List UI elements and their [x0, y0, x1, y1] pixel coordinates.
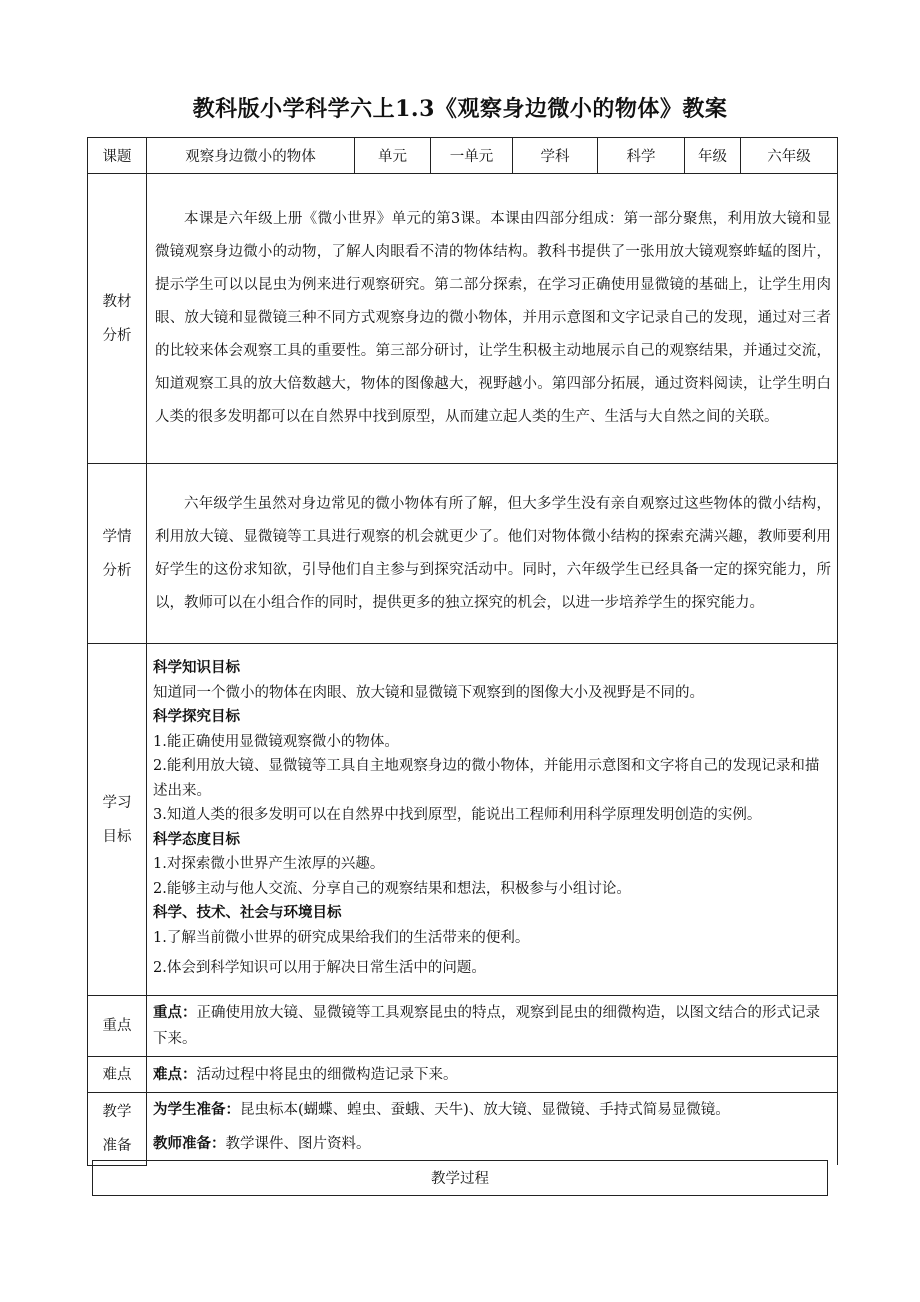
difficulties-label: 难点 [88, 1057, 147, 1093]
grade-label: 年级 [685, 138, 741, 174]
attitude-goal-heading: 科学态度目标 [153, 830, 240, 848]
student-analysis-row [88, 464, 838, 644]
inquiry-goal-heading: 科学探究目标 [153, 708, 240, 726]
material-analysis-text: 本课是六年级上册《微小世界》单元的第3课。本课由四部分组成：第一部分聚焦，利用放大镜和显微镜观察身边微小的动物，了解人肉眼看不清的物体结构。教科书提供了一张用放大镜观察蚱蜢的图片，提示学生可以以昆虫为例来进行观察研究。第二部分探索，在学习正确使用显微镜的基础上，让学生用肉眼、放大镜和显微镜三种不同方式观察身边的微小物体，并用示意图和文字记录自己的发现，通过对三者的比较来体会观察工具的重要性。第三部分研讨，让学生积极主动地展示自己的观察结果，并通过交流，知道观察工具的放大倍数越大，物体的图像越大，视野越小。第四部分拓展，通过资料阅读，让学生明白人类的很多发明都可以在自然界中找到原型，从而建立起人类的生产、生活与大自然之间的关联。 [155, 211, 831, 425]
sts-goal-heading: 科学、技术、社会与环境目标 [153, 904, 342, 922]
student-prep-text: 昆虫标本(蝴蝶、蝗虫、蚕蛾、天牛)、放大镜、显微镜、手持式简易显微镜。 [240, 1102, 730, 1118]
unit-label: 单元 [355, 138, 431, 174]
subject-label: 学科 [513, 138, 598, 174]
material-analysis-row [88, 174, 838, 464]
key-points-row [88, 996, 838, 1057]
difficulties-prefix: 难点： [153, 1065, 197, 1083]
preparation-row [88, 1093, 838, 1166]
teacher-prep-text: 教学课件、图片资料。 [225, 1136, 371, 1152]
learning-goals-content [147, 644, 838, 996]
preparation-content [147, 1093, 838, 1166]
lesson-plan-table [87, 137, 838, 1166]
difficulties-text: 活动过程中将昆虫的细微构造记录下来。 [196, 1066, 458, 1083]
attitude-goal-item: 1.对探索微小世界产生浓厚的兴趣。 [153, 856, 385, 873]
unit-value: 一单元 [431, 138, 513, 174]
inquiry-goal-item: 3.知道人类的很多发明可以在自然界中找到原型，能说出工程师利用科学原理发明创造的实例。 [153, 807, 762, 824]
preparation-label: 教学 准备 [88, 1093, 147, 1166]
sts-goal-item: 2.体会到科学知识可以用于解决日常生活中的问题。 [153, 960, 486, 977]
knowledge-goal-heading: 科学知识目标 [153, 659, 240, 677]
teaching-process-header: 教学过程 [92, 1160, 828, 1196]
learning-goals-label: 学习 目标 [88, 644, 147, 996]
material-analysis-label: 教材 分析 [88, 174, 147, 464]
subject-value: 科学 [598, 138, 685, 174]
student-prep-prefix: 为学生准备： [153, 1101, 240, 1118]
learning-goals-row [88, 644, 838, 996]
teacher-prep-prefix: 教师准备： [153, 1135, 226, 1152]
key-points-text: 正确使用放大镜、显微镜等工具观察昆虫的特点，观察到昆虫的细微构造，以图文结合的形式记录下来。 [153, 1005, 820, 1047]
key-points-prefix: 重点： [153, 1004, 197, 1021]
difficulties-row [88, 1057, 838, 1093]
knowledge-goal-item: 知道同一个微小的物体在肉眼、放大镜和显微镜下观察到的图像大小及视野是不同的。 [153, 684, 704, 701]
material-analysis-content [147, 174, 838, 464]
inquiry-goal-item: 1.能正确使用显微镜观察微小的物体。 [153, 733, 399, 750]
student-analysis-text: 六年级学生虽然对身边常见的微小物体有所了解，但大多学生没有亲自观察过这些物体的微小结构，利用放大镜、显微镜等工具进行观察的机会就更少了。他们对物体微小结构的探索充满兴趣，教师要利用好学生的这份求知欲，引导他们自主参与到探究活动中。同时，六年级学生已经具备一定的探究能力，所以，教师可以在小组合作的同时，提供更多的独立探究的机会，以进一步培养学生的探究能力。 [155, 495, 831, 611]
key-points-label: 重点 [88, 996, 147, 1057]
page-title: 教科版小学科学六上1.3《观察身边微小的物体》教案 [192, 96, 728, 122]
key-points-content [147, 996, 838, 1057]
attitude-goal-item: 2.能够主动与他人交流、分享自己的观察结果和想法，积极参与小组讨论。 [153, 880, 631, 897]
student-analysis-label: 学情 分析 [88, 464, 147, 644]
inquiry-goal-item: 2.能利用放大镜、显微镜等工具自主地观察身边的微小物体，并能用示意图和文字将自己的发现记录和描述出来。 [153, 758, 820, 799]
lesson-label: 课题 [88, 138, 147, 174]
grade-value: 六年级 [741, 138, 838, 174]
student-analysis-content [147, 464, 838, 644]
difficulties-content [147, 1057, 838, 1093]
sts-goal-item: 1.了解当前微小世界的研究成果给我们的生活带来的便利。 [153, 929, 530, 946]
lesson-value: 观察身边微小的物体 [147, 138, 355, 174]
header-row [88, 138, 838, 174]
